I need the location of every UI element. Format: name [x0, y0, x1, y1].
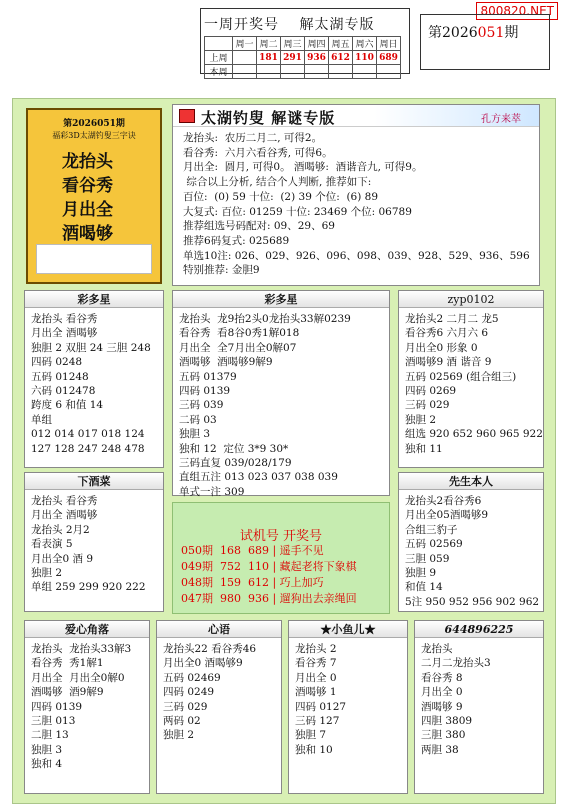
- result-cell: [305, 65, 329, 79]
- draw-results-panel: [172, 502, 390, 614]
- puzzle-author: 孔方来萃: [481, 114, 521, 125]
- puzzle-text: 龙抬头: 农历二月二, 可得2。 看谷秀: 六月六看谷秀, 可得6。 月出全: 圆月, 可得0。 酒喝够: 酒谐音九, 可得9。 综合以上分析, 结合个人判断, 推荐如下: 百位: (0) 59 十位: (2) 39 个位: (6) 89 大复式: 百位: 01259 十位: 23469 个位: 06789 推荐组选号码配对: 09、29、69 推荐6码复式: 025689 单选10注: 026、029、926、096、098、039、928、529、936、596 特别推荐: 金胆9: [183, 132, 530, 277]
- tip-box-xiansheng: [398, 472, 544, 612]
- tip-box-lines: 龙抬头 2 看谷秀 7 月出全 0 酒喝够 1 四码 0127 三码 127 独胆 7 独和 10: [295, 643, 347, 756]
- weekday-cell: 周三: [281, 37, 305, 51]
- row-label-last-week: 上周: [205, 51, 233, 65]
- weekday-cell: 周四: [305, 37, 329, 51]
- tip-box-title: zyp0102: [399, 291, 543, 308]
- result-cell: 181: [257, 51, 281, 65]
- result-cell: [233, 51, 257, 65]
- weekday-cell: 周一: [233, 37, 257, 51]
- tip-box-title: 644896225: [415, 621, 543, 638]
- tip-box-title: 彩多星: [173, 291, 389, 308]
- tip-box-title: 下酒菜: [25, 473, 163, 490]
- result-cell: 612: [329, 51, 353, 65]
- weekly-results-table: [204, 36, 401, 79]
- book-icon: [179, 109, 195, 123]
- weekday-cell: 周二: [257, 37, 281, 51]
- logo-blank-panel: [36, 244, 152, 274]
- weekday-cell: 周六: [353, 37, 377, 51]
- result-cell: 936: [305, 51, 329, 65]
- result-cell: [377, 65, 401, 79]
- draw-results-title: 试机号 开奖号: [239, 529, 323, 544]
- draw-results-list: 050期 168 689 | 遥手不见 049期 752 110 | 藏起老将下象棋 048期 159 612 | 巧上加巧 047期 980 936 | 遛狗出去亲绳回: [181, 544, 357, 605]
- tip-box-lines: 龙抬头2 二月二 龙5 看谷秀6 六月六 6 月出全0 形象 0 酒喝够9 酒 谐音 9 五码 02569 (组合组三) 四码 0269 三码 029 独胆 2 组选 920 652 960 965 922 独和 11: [405, 313, 543, 455]
- tip-box-lines: 龙抬头22 看谷秀46 月出全0 酒喝够9 五码 02469 四码 0249 三码 029 两码 02 独胆 2: [163, 643, 257, 742]
- puzzle-panel: [172, 104, 540, 286]
- tip-box-lines: 龙抬头 龙9抬2头0龙抬头33解0239 看谷秀 看8谷0秀1解018 月出全 全7月出全0解07 酒喝够 酒喝够9解9 五码 01379 四码 0139 三码 039 二码 03 独胆 3 独和 12 定位 3*9 30* 三码直复 039/028/179 直组五注 013 023 037 038 039 单式一注 309: [179, 313, 351, 498]
- tip-box-lines: 龙抬头 看谷秀 月出全 酒喝够 独胆 2 双胆 24 三胆 248 四码 0248 五码 01248 六码 012478 跨度 6 和值 14 单组 012 014 017 018 124 127 128 247 248 478: [31, 313, 151, 455]
- result-cell: 291: [281, 51, 305, 65]
- tip-box-title: ★小鱼儿★: [289, 621, 407, 638]
- site-watermark: 800820.NET: [476, 2, 558, 20]
- tip-box-title: 先生本人: [399, 473, 543, 490]
- issue-number: 第2026051期: [428, 25, 519, 41]
- weekday-cell: 周日: [377, 37, 401, 51]
- puzzle-title: 太湖钓叟 解谜专版: [201, 109, 336, 127]
- weekly-results-title: 一周开奖号 解太湖专版: [204, 17, 375, 33]
- tip-box-title: 彩多星: [25, 291, 163, 308]
- tip-box-lines: 龙抬头 二月二龙抬头3 看谷秀 8 月出全 0 酒喝够 9 四胆 3809 三胆 380 两胆 38: [421, 643, 491, 756]
- logo-poem: 龙抬头 看谷秀 月出全 酒喝够: [62, 152, 113, 244]
- tip-box-xinyu: [156, 620, 282, 794]
- tip-box-xiaoyuer: [288, 620, 408, 794]
- tip-box-lines: 龙抬头2看谷秀6 月出全05酒喝够9 合组三豹子 五码 02569 三胆 059 独胆 9 和值 14 5注 950 952 956 902 962: [405, 495, 540, 608]
- result-cell: [233, 65, 257, 79]
- tip-box-caiduoxing-1: [24, 290, 164, 468]
- tip-box-lines: 龙抬头 龙抬头33解3 看谷秀 秀1解1 月出全 月出全0解0 酒喝够 酒9解9 四码 0139 三胆 013 二胆 13 独胆 3 独和 4: [31, 643, 132, 771]
- result-cell: 689: [377, 51, 401, 65]
- result-cell: [281, 65, 305, 79]
- tip-box-caiduoxing-2: [172, 290, 390, 496]
- logo-subtitle: 福彩3D太湖钓叟三字诀: [52, 131, 136, 140]
- logo-issue: 第2026051期: [63, 119, 125, 129]
- result-cell: 110: [353, 51, 377, 65]
- tip-box-lines: 龙抬头 看谷秀 月出全 酒喝够 龙抬头 2月2 看表演 5 月出全0 酒 9 独胆 2 单组 259 299 920 222: [31, 495, 146, 594]
- row-label-this-week: 本周: [205, 65, 233, 79]
- tip-box-aixin: [24, 620, 150, 794]
- result-cell: [329, 65, 353, 79]
- result-cell: [257, 65, 281, 79]
- corner-cell: [205, 37, 233, 51]
- tip-box-title: 心语: [157, 621, 281, 638]
- weekday-cell: 周五: [329, 37, 353, 51]
- tip-box-zyp: [398, 290, 544, 468]
- result-cell: [353, 65, 377, 79]
- logo-card: [26, 108, 162, 284]
- tip-box-644896225: [414, 620, 544, 794]
- tip-box-xiajiucai: [24, 472, 164, 612]
- tip-box-title: 爱心角落: [25, 621, 149, 638]
